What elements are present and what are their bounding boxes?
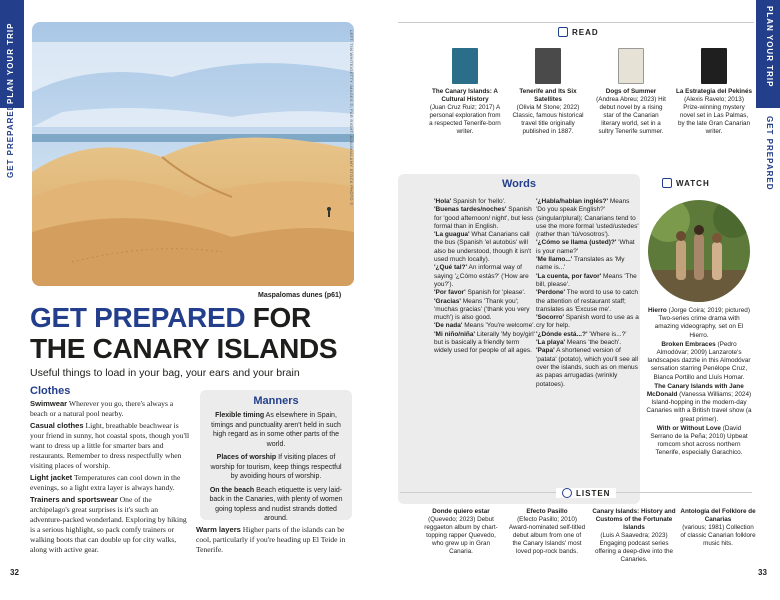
book-cover: [452, 48, 478, 84]
clothes-item: Trainers and sportswear One of the archipelago's great surprises is it's such an adventure-packed wonderland. Exploring by hiking is a serious highlight, so pack comfy trainers or walking boots that can double up for city walks, along with active gear.: [30, 495, 187, 554]
listen-item: Canary Islands: History and Customs of the Fortunate Islands (Luis A Saavedra; 2023) Engaging podcast series offering a deep-dive into the Canaries.: [592, 508, 676, 563]
page-number-right: 33: [758, 568, 767, 577]
get-prepared-label: GET PREPARED: [765, 116, 774, 191]
phrase: 'De nada' Means 'You're welcome'.: [434, 322, 536, 330]
book-icon: [558, 27, 568, 37]
phrase: '¿Qué tal?' An informal way of saying '¿Cómo estás?' ('How are you?').: [434, 264, 529, 288]
title-dark-1: FOR: [245, 302, 311, 333]
phrase: 'La guagua' What Canarians call the bus (Spanish 'el autobús' will also be understood, though it isn't used much locally).: [434, 231, 532, 264]
book-item: La Estrategia del Pekinés (Alexis Ravelo; 2013) Prize-winning mystery novel set in Las Palmas, by the late Gran Canarian writer.: [676, 48, 752, 136]
left-side-tab: [0, 0, 24, 600]
clothes-item: Light jacket Temperatures can cool down in the evenings, so a light extra layer is always handy.: [30, 473, 181, 492]
plan-your-trip-label: PLAN YOUR TRIP: [6, 22, 15, 104]
manners-box: [200, 390, 352, 520]
phrase: '¿Habla/hablan inglés?' Means 'Do you speak English?' (singular/plural); Canarians tend to use the more formal 'usted/ustedes' (rather than 'tú/vosotros').: [536, 198, 639, 239]
manners-item: On the beach Beach etiquette is very laid-back in the Canaries, with plenty of women going topless and nudist strands dotted around.: [209, 486, 343, 522]
clothes-section: [30, 385, 192, 555]
book-item: Dogs of Summer (Andrea Abreu; 2023) Hit debut novel by a rising star of the Canarian literary world, set in a sultry Tenerife summer.: [594, 48, 668, 136]
listen-item: Antología del Folklore de Canarias (various; 1981) Collection of classic Canarian folklore music hits.: [680, 508, 756, 547]
tv-icon: [662, 178, 672, 188]
phrase: 'Por favor' Spanish for 'please'.: [434, 289, 526, 297]
words-column-2: [536, 198, 640, 389]
phrase: 'Hola' Spanish for 'hello'.: [434, 198, 506, 205]
plan-your-trip-label: PLAN YOUR TRIP: [765, 6, 774, 88]
watch-item: The Canary Islands with Jane McDonald (Vanessa Williams; 2024) Island-hopping in the modern-day Canaries with a British travel show (a great primer).: [646, 382, 752, 423]
page-title: [30, 302, 337, 364]
watch-label: WATCH: [676, 178, 710, 188]
watch-list: [646, 307, 752, 459]
title-dark-2: THE CANARY ISLANDS: [30, 333, 338, 364]
phrase: 'La playa' Means 'the beach'.: [536, 339, 622, 347]
manners-heading: Manners: [253, 395, 299, 407]
clothes-heading: Clothes: [30, 385, 71, 397]
phrase: '¿Cómo se llama (usted)?' 'What is your name?': [536, 239, 635, 255]
watch-item: With or Without Love (David Serrano de la Peña; 2010) Upbeat romcom shot across northern Tenerife, especially Garachico.: [650, 424, 748, 457]
book-cover: [618, 48, 644, 84]
book-cover: [701, 48, 727, 84]
phrase: 'Gracias' Means 'Thank you'; 'muchas gracias' ('thank you very much') is also good.: [434, 297, 530, 322]
phrase: 'Perdone' The word to use to catch the attention of restaurant staff; translates as 'Excuse me'.: [536, 289, 638, 313]
watch-item: Hierro (Jorge Coira; 2019; pictured) Two-series crime drama with amazing videography, set on El Hierro.: [648, 307, 750, 339]
words-heading: Words: [501, 178, 537, 190]
phrase: 'Mi niño/niña' Literally 'My boy/girl' but is basically a friendly term widely used for people of all ages.: [434, 330, 535, 355]
page-number-left: 32: [10, 568, 19, 577]
listen-item: Donde quiero estar (Quevedo; 2023) Debut reggaeton album by chart-topping rapper Quevedo, who grew up in Gran Canaria.: [424, 508, 498, 555]
get-prepared-label: GET PREPARED: [6, 103, 15, 178]
book-cover: [535, 48, 561, 84]
clothes-item: Casual clothes Light, breathable beachwear is your friend in sunny, hot coastal spots, though you'll want to dress up a little for smarter bars and restaurants. Remember to dress respectfully when visiting places of worship.: [30, 421, 190, 470]
phrase: '¿Dónde está...?' 'Where is...?': [536, 330, 627, 338]
phrase: 'Socorro' Spanish word to use as a cry for help.: [536, 314, 639, 330]
dunes-photo: [32, 22, 354, 286]
listen-label: LISTEN: [576, 488, 611, 498]
book-item: The Canary Islands: A Cultural History (Juan Cruz Ruiz; 2017) A personal exploration from a respected Tenerife-born writer.: [428, 48, 502, 136]
listen-header: [556, 488, 616, 498]
listen-item: Efecto Pasillo (Efecto Pasillo; 2010) Award-nominated self-titled debut album from one of the Canary Islands' most loved pop-rock bands.: [508, 508, 586, 555]
title-blue: GET PREPARED: [30, 302, 246, 333]
read-label: READ: [572, 27, 599, 37]
photo-credit: LEFT: TIM WHITE/GETTY IMAGES ©; FAR RIGHT: ALBUM/ALAMY STOCK PHOTO ©: [349, 30, 354, 206]
warm-layers-item: Warm layers Higher parts of the islands can be cool, particularly if you're heading up El Teide in Tenerife.: [196, 525, 346, 554]
clothes-item: Swimwear Wherever you go, there's always a beach or a natural pool nearby.: [30, 399, 174, 418]
page-subtitle: Useful things to load in your bag, your ears and your brain: [30, 367, 300, 379]
manners-item: Places of worship If visiting places of worship for tourism, keep things respectful by avoiding hours of worship.: [210, 454, 342, 480]
words-column-1: [434, 198, 538, 356]
hierro-still-photo: [648, 200, 750, 302]
headphones-icon: [562, 488, 572, 498]
phrase: 'Papa' A shortened version of 'patata' (potato), which you'll see all over the islands, such as on menus as papas arrugadas (wrinkly potatoes).: [536, 347, 639, 388]
watch-header: [662, 178, 710, 188]
watch-item: Broken Embraces (Pedro Almodóvar; 2009) Lanzarote's landscapes dazzle in this Almodóvar sensation starring Penélope Cruz, Blanca Portillo and Lluís Homar.: [647, 340, 751, 381]
photo-caption: Maspalomas dunes (p61): [258, 292, 342, 299]
right-side-tab: [756, 0, 780, 600]
read-header: [558, 27, 599, 37]
manners-item: Flexible timing As elsewhere in Spain, timings and punctuality aren't held in such high regard as in some other parts of the world.: [211, 412, 341, 448]
phrase: 'Buenas tardes/noches' Spanish for 'good afternoon/ night', but less formal than in English.: [434, 206, 534, 230]
book-item: Tenerife and Its Six Satellites (Olivia M Stone; 2022) Classic, famous historical travel title originally published in 1887.: [510, 48, 586, 136]
phrase: 'La cuenta, por favor' Means 'The bill, please'.: [536, 272, 637, 288]
phrase: 'Me llamo...' Translates as 'My name is...': [536, 256, 625, 272]
